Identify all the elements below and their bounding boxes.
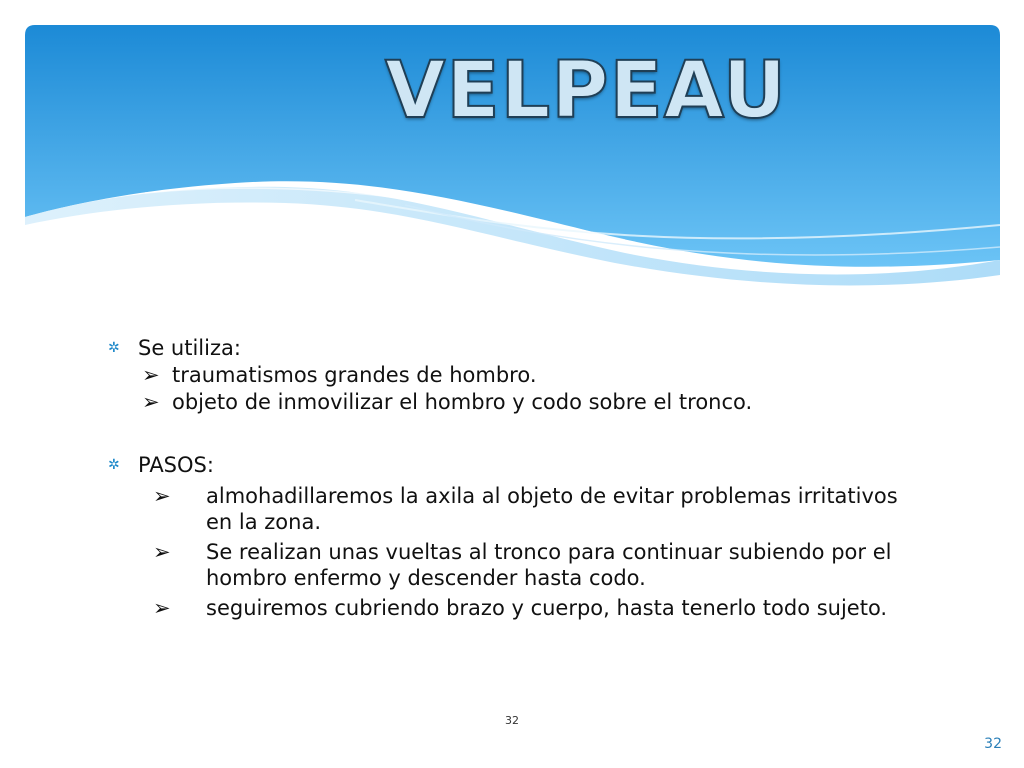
slide-content bbox=[108, 335, 938, 625]
section-heading-text: Se utiliza: bbox=[138, 336, 241, 360]
list-item bbox=[108, 389, 938, 416]
footer-page-number: 32 bbox=[505, 714, 519, 727]
slide-title-reflection bbox=[385, 92, 745, 132]
section-heading-uses bbox=[108, 335, 938, 362]
asterisk-bullet-icon: ✲ bbox=[108, 340, 120, 356]
list-item-text: traumatismos grandes de hombro. bbox=[172, 363, 537, 387]
arrow-bullet-icon: ➢ bbox=[142, 390, 160, 414]
list-item-text: Se realizan unas vueltas al tronco para continuar subiendo por el hombro enfermo y descender hasta codo. bbox=[206, 540, 892, 590]
spacer bbox=[108, 416, 938, 452]
list-item-text: almohadillaremos la axila al objeto de evitar problemas irritativos en la zona. bbox=[206, 484, 898, 534]
arrow-bullet-icon: ➢ bbox=[153, 596, 171, 620]
list-item-text: seguiremos cubriendo brazo y cuerpo, hasta tenerlo todo sujeto. bbox=[206, 596, 888, 620]
section-heading-text: PASOS: bbox=[138, 453, 214, 477]
arrow-bullet-icon: ➢ bbox=[153, 484, 171, 508]
slide-title: VELPEAU bbox=[385, 46, 788, 136]
asterisk-bullet-icon: ✲ bbox=[108, 457, 120, 473]
list-item bbox=[108, 539, 926, 591]
list-item bbox=[108, 595, 926, 621]
list-item-text: objeto de inmovilizar el hombro y codo sobre el tronco. bbox=[172, 390, 753, 414]
list-item bbox=[108, 483, 926, 535]
arrow-bullet-icon: ➢ bbox=[142, 363, 160, 387]
slide-number: 32 bbox=[984, 736, 1002, 752]
arrow-bullet-icon: ➢ bbox=[153, 540, 171, 564]
list-item bbox=[108, 362, 938, 389]
section-heading-steps bbox=[108, 452, 938, 479]
